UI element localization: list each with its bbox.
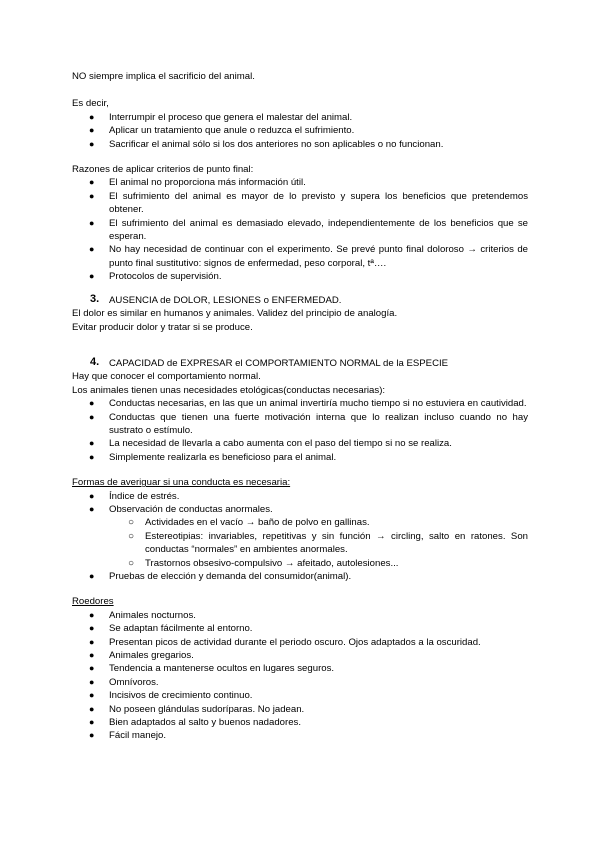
list-item: ● Bien adaptados al salto y buenos nadadores. <box>89 717 302 729</box>
bullet-icon: ● <box>89 217 95 228</box>
razones-list <box>72 176 528 283</box>
list-item: ● Fácil manejo. <box>89 730 167 742</box>
bullet-icon: ● <box>89 271 95 282</box>
section-number: 4. <box>90 355 100 368</box>
section-4-list <box>72 397 528 464</box>
list-item: ● Se adaptan fácilmente al entorno. <box>89 623 253 635</box>
bullet-icon: ● <box>89 730 95 741</box>
bullet-icon: ● <box>89 663 95 674</box>
roedores-heading: Roedores <box>72 596 114 608</box>
bullet-icon: ● <box>89 111 95 122</box>
bullet-icon: ● <box>89 411 95 422</box>
list-item: ● Animales nocturnos. <box>89 609 196 621</box>
list-item: ● Incisivos de crecimiento continuo. <box>89 690 253 702</box>
section-4-text: Hay que conocer el comportamiento normal. <box>72 371 261 383</box>
section-3-heading: 3. AUSENCIA de DOLOR, LESIONES o ENFERMEDAD. <box>90 292 342 306</box>
list-item: ● Interrumpir el proceso que genera el malestar del animal. <box>89 111 353 123</box>
bullet-icon: ● <box>89 571 95 581</box>
list-item: ● La necesidad de llevarla a cabo aumenta con el paso del tiempo si no se realiza. <box>89 438 452 450</box>
bullet-icon: ● <box>89 690 95 701</box>
section-3-text: Evitar producir dolor y tratar si se produce. <box>72 321 253 333</box>
list-item: ● El sufrimiento del animal es mayor de lo previsto y supera los beneficios que pretendemos obtener. <box>89 190 528 216</box>
razones-label: Razones de aplicar criterios de punto final: <box>72 164 254 176</box>
bullet-icon: ● <box>89 244 95 255</box>
list-item: ● Aplicar un tratamiento que anule o reduzca el sufrimiento. <box>89 125 355 137</box>
sub-list-item: ○ Trastornos obsesivo-compulsivo → afeitado, autolesiones... <box>128 557 399 569</box>
bullet-icon: ● <box>89 717 95 728</box>
list-item: ● Conductas necesarias, en las que un animal invertiría mucho tiempo si no estuviera en cautividad. <box>89 398 527 410</box>
section-4-heading: 4. CAPACIDAD de EXPRESAR el COMPORTAMIENTO NORMAL de la ESPECIE <box>90 355 449 369</box>
list-item: ● El sufrimiento del animal es demasiado elevado, independientemente de los beneficios que se esperan. <box>89 217 528 243</box>
bullet-icon: ● <box>89 609 95 620</box>
bullet-icon: ● <box>89 650 95 661</box>
list-item: ● Animales gregarios. <box>89 650 194 662</box>
roedores-list <box>72 609 528 743</box>
circle-bullet-icon: ○ <box>128 517 135 529</box>
bullet-icon: ● <box>89 177 95 188</box>
bullet-icon: ● <box>89 623 95 634</box>
bullet-icon: ● <box>89 490 95 501</box>
bullet-icon: ● <box>89 125 95 136</box>
bullet-icon: ● <box>89 676 95 687</box>
list-item: ● Protocolos de supervisión. <box>89 271 222 283</box>
list-item: ● Presentan picos de actividad durante el periodo oscuro. Ojos adaptados a la oscuridad. <box>89 636 481 648</box>
circle-bullet-icon: ○ <box>128 530 135 542</box>
bullet-icon: ● <box>89 503 95 514</box>
es-decir-list <box>72 111 528 151</box>
es-decir-label: Es decir, <box>72 98 109 110</box>
bullet-icon: ● <box>89 438 95 449</box>
list-item: ● No hay necesidad de continuar con el experimento. Se prevé punto final doloroso → criterios de punto final sustitutivo: signos de enfermedad, peso corporal, tª…. <box>89 244 528 269</box>
sub-list-item: ○ Actividades en el vacío → baño de polvo en gallinas. <box>128 517 370 529</box>
list-item: ● Pruebas de elección y demanda del consumidor(animal). <box>89 571 352 582</box>
list-item: ● Tendencia a mantenerse ocultos en lugares seguros. <box>89 663 335 675</box>
bullet-icon: ● <box>89 451 95 462</box>
bullet-icon: ● <box>89 138 95 149</box>
intro-text: NO siempre implica el sacrificio del animal. <box>72 71 255 82</box>
list-item: ● El animal no proporciona más información útil. <box>89 177 306 189</box>
list-item: ● No poseen glándulas sudoríparas. No jadean. <box>89 703 305 715</box>
section-3-text: El dolor es similar en humanos y animales. Validez del principio de analogía. <box>72 308 398 320</box>
sub-list-item: ○ Estereotipias: invariables, repetitivas y sin función → circling, salto en ratones. Son conductas “normales” en ambientes anormales. <box>128 530 528 556</box>
list-item: ● Observación de conductas anormales. <box>89 503 273 515</box>
list-item: ● Conductas que tienen una fuerte motivación interna que lo realizan incluso cuando no hay sustrato o estímulo. <box>89 411 528 436</box>
bullet-icon: ● <box>89 398 95 409</box>
list-item: ● Índice de estrés. <box>89 490 180 502</box>
bullet-icon: ● <box>89 190 95 201</box>
list-item: ● Simplemente realizarla es beneficioso para el animal. <box>89 451 337 463</box>
formas-heading: Formas de averiguar si una conducta es necesaria: <box>72 477 291 489</box>
circle-bullet-icon: ○ <box>128 557 135 569</box>
section-number: 3. <box>90 292 100 305</box>
list-item: ● Omnívoros. <box>89 676 159 688</box>
bullet-icon: ● <box>89 703 95 714</box>
list-item: ● Sacrificar el animal sólo si los dos anteriores no son aplicables o no funcionan. <box>89 138 444 150</box>
document-content <box>72 70 528 743</box>
bullet-icon: ● <box>89 636 95 647</box>
section-4-text: Los animales tienen unas necesidades etológicas(conductas necesarias): <box>72 384 386 396</box>
formas-list <box>72 490 528 584</box>
